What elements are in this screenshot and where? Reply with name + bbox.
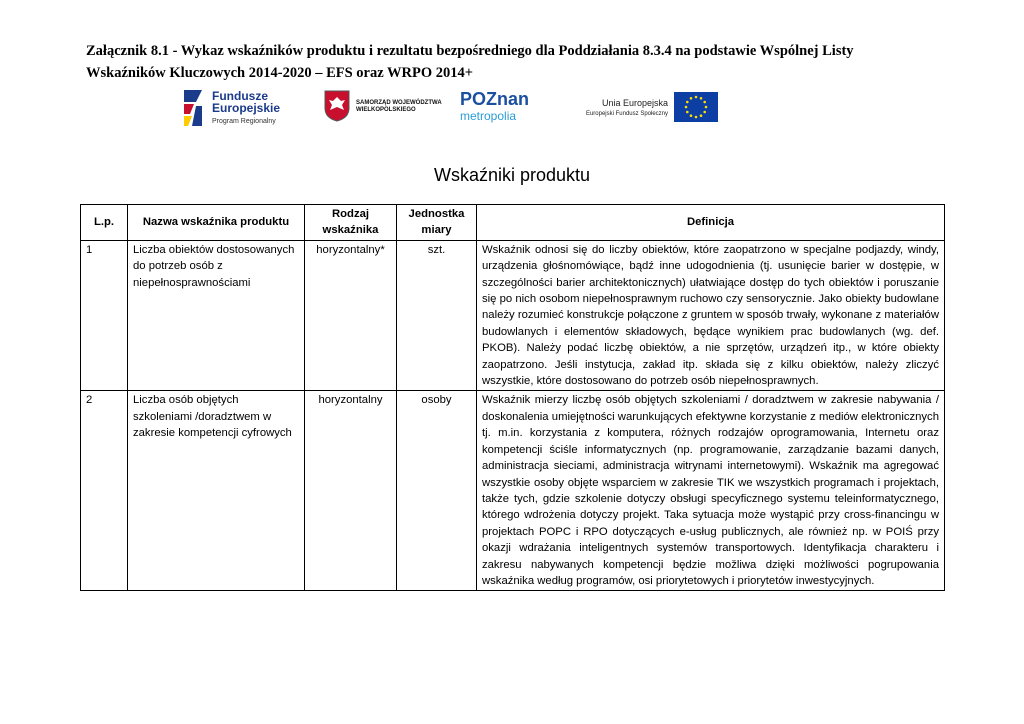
title-line-2: Wskaźników Kluczowych 2014-2020 – EFS oraz WRPO 2014+ <box>86 65 474 81</box>
section-heading: Wskaźniki produktu <box>433 165 591 185</box>
fe-line-1: Fundusze <box>212 89 268 103</box>
indicators-table <box>80 204 945 591</box>
cell-nazwa: Liczba obiektów dostosowanych do potrzeb osób z niepełnosprawnościami <box>128 240 305 391</box>
ue-line-2: Europejski Fundusz Społeczny <box>585 111 668 117</box>
cell-jednostka: szt. <box>397 240 477 391</box>
cell-definicja: Wskaźnik odnosi się do liczby obiektów, które zaopatrzono w specjalne podjazdy, windy, urządzenia głośnomówiące, bądź inne udogodnienia (tj. usunięcie barier w dostępie, w szczególności barier architektonicznych) ułatwiające dostęp do tych obiektów i poruszanie się po nich osobom niepełnosprawnym ruchowo czy sensorycznie. Jako obiekty budowlane należy rozumieć konstrukcje połączone z gruntem w sposób trwały, wykonane z materiałów budowlanych i elementów składowych, będące wynikiem prac budowlanych (wg. def. PKOB). Należy podać liczbę obiektów, a nie sprzętów, urządzeń itp., w które obiekty zaopatrzono. Jeśli instytucja, zakład itp. składa się z kilku obiektów, należy zliczyć wszystkie, które dostosowano do potrzeb osób niepełnosprawnych. <box>477 240 945 391</box>
document-title <box>86 40 946 84</box>
metropolia-text: metropolia <box>460 109 517 123</box>
table-row <box>81 391 945 591</box>
cell-jednostka: osoby <box>397 391 477 591</box>
header-definicja: Definicja <box>477 205 945 241</box>
cell-lp: 1 <box>81 240 128 391</box>
cell-rodzaj: horyzontalny* <box>305 240 397 391</box>
cell-nazwa: Liczba osób objętych szkoleniami /doradztwem w zakresie kompetencji cyfrowych <box>128 391 305 591</box>
logo-strip <box>178 86 738 132</box>
title-line-1: Załącznik 8.1 - Wykaz wskaźników produktu i rezultatu bezpośredniego dla Poddziałania 8.3.4 na podstawie Wspólnej Listy <box>86 43 854 59</box>
poznan-text: POZnan <box>460 89 530 109</box>
wlkp-line-2: WIELKOPOLSKIEGO <box>356 107 416 113</box>
eagle-shield-icon <box>324 90 350 122</box>
wielkopolska-logo <box>324 86 444 132</box>
poznan-metropolia-logo <box>460 86 550 132</box>
cell-lp: 2 <box>81 391 128 591</box>
fe-sub: Program Regionalny <box>212 118 276 125</box>
fe-line-2: Europejskie <box>212 101 281 115</box>
eu-logo <box>570 86 720 132</box>
cell-definicja: Wskaźnik mierzy liczbę osób objętych szkoleniami / doradztwem w zakresie nabywania / doskonalenia umiejętności warunkujących efektywne korzystanie z mediów elektronicznych tj. m.in. korzystania z komputera, różnych rodzajów oprogramowania, Internetu oraz kompetencji ściśle informatycznych (np. programowanie, zarządzanie bazami danych, administracja sieciami, administracja witrynami internetowymi). Wskaźnik ma agregować wszystkie osoby objęte wsparciem w zakresie TIK we wszystkich programach i projektach, także tych, gdzie szkolenie dotyczy obsługi specyficznego systemu teleinformatycznego, którego wdrożenia dotyczy projekt. Taka sytuacja może wystąpić przy cross-financingu w projektach POPC i RPO dotyczących e-usług publicznych, ale również np. w POIŚ przy okazji wdrażania inteligentnych systemów transportowych. Identyfikacja charakteru i zakresu nabywanych kompetencji będzie možliwa dzięki możliwości pogrupowania wskaźnika według programów, osi priorytetowych i priorytetów inwestycyjnych. <box>477 391 945 591</box>
fundusze-europejskie-logo <box>178 86 308 132</box>
header-nazwa: Nazwa wskaźnika produktu <box>128 205 305 241</box>
cell-rodzaj: horyzontalny <box>305 391 397 591</box>
table-header-row <box>81 205 945 241</box>
fe-star-icon <box>182 88 204 128</box>
table-row <box>81 240 945 391</box>
eu-flag-icon <box>674 92 718 122</box>
ue-line-1: Unia Europejska <box>601 98 668 108</box>
header-jednostka: Jednostka miary <box>397 205 477 241</box>
wlkp-line-1: SAMORZĄD WOJEWÓDZTWA <box>356 100 442 106</box>
header-lp: L.p. <box>81 205 128 241</box>
header-rodzaj: Rodzaj wskaźnika <box>305 205 397 241</box>
